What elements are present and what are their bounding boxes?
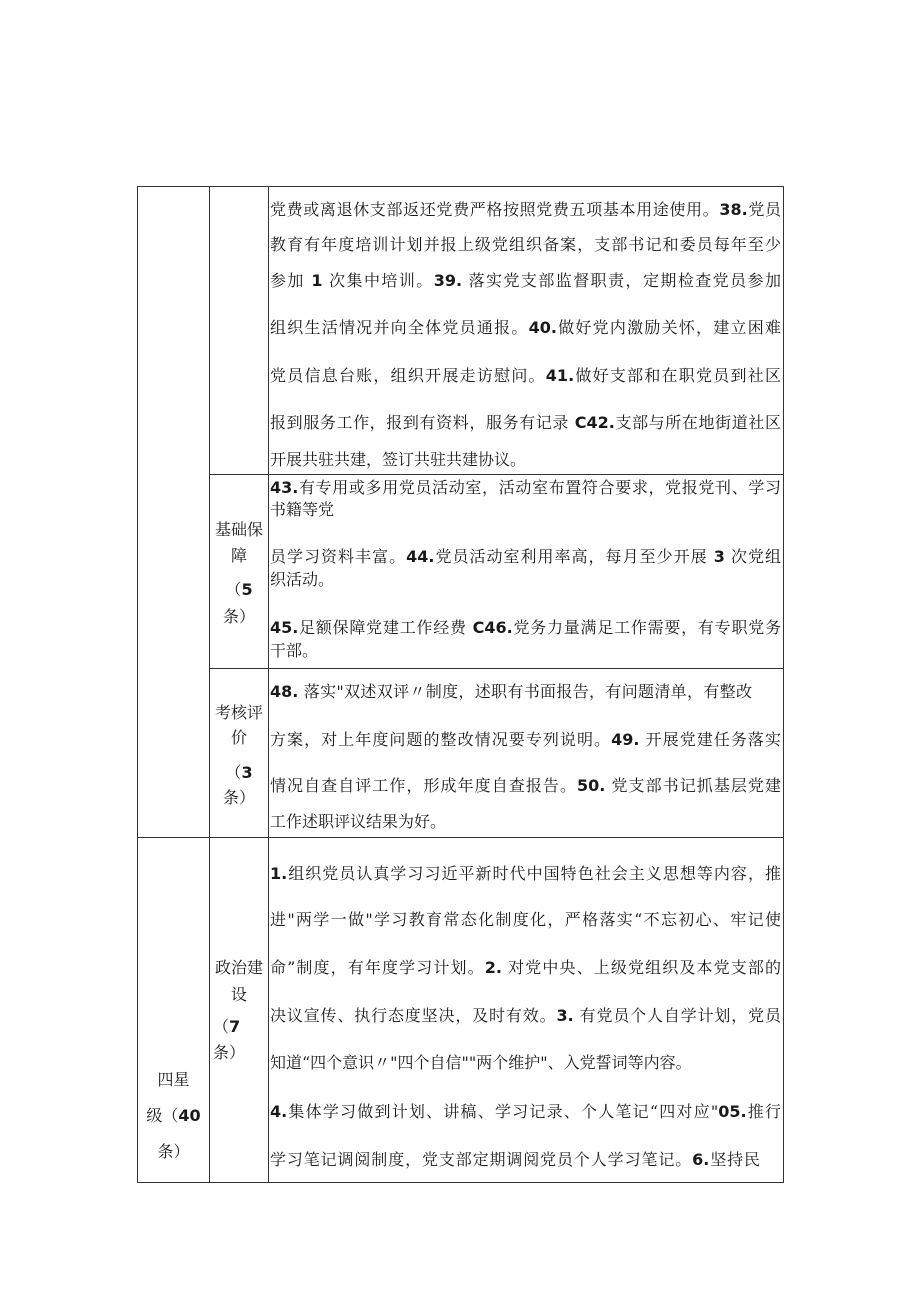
content-line xyxy=(270,641,318,661)
category-label-line xyxy=(210,728,268,748)
content-text: 织活动。 xyxy=(270,570,335,589)
level-label-text: 级（ xyxy=(146,1106,179,1125)
category-label-line xyxy=(210,1043,268,1063)
item-number: 2. xyxy=(484,958,502,977)
item-number: 1. xyxy=(270,864,288,883)
item-number: 45. xyxy=(270,618,299,637)
content-text: 党费或离退休支部返还党费严格按照党费五项基本用途使用。 xyxy=(270,200,720,219)
content-line xyxy=(270,1006,781,1026)
content-text: 书籍等党 xyxy=(270,500,335,519)
level-cell-four-star xyxy=(137,837,210,1183)
category-label-line xyxy=(210,580,268,600)
level-label-text: 四星 xyxy=(157,1070,190,1089)
content-line xyxy=(270,1102,781,1122)
level-cell-previous xyxy=(137,186,210,838)
content-line xyxy=(270,776,781,796)
content-line xyxy=(270,812,446,832)
category-label-line xyxy=(210,958,268,978)
content-text: 集体学习做到计划、讲稿、学习记录、个人笔记“四对应" xyxy=(287,1102,719,1121)
content-text: 报到服务工作，报到有资料，服务有记录 xyxy=(270,413,575,432)
category-label-text: 条） xyxy=(222,607,255,626)
content-text: 党员 xyxy=(747,200,781,219)
content-line xyxy=(270,958,781,978)
category-count: 3 xyxy=(241,763,253,782)
content-text: 工作述职评议结果为好。 xyxy=(270,812,447,831)
content-line xyxy=(270,235,781,255)
content-text: 党支部书记抓基层党建 xyxy=(605,776,781,795)
content-line xyxy=(270,1150,760,1170)
content-cell xyxy=(268,186,784,475)
content-text: 参加 xyxy=(270,271,312,290)
content-cell xyxy=(268,474,784,669)
item-number: 48. xyxy=(270,682,299,701)
content-line xyxy=(270,1053,692,1073)
category-label-line xyxy=(210,607,268,627)
content-line xyxy=(270,200,781,220)
content-text: 决议宣传、执行态度坚决，及时有效。 xyxy=(270,1006,557,1025)
content-text: 做好党内激励关怀，建立困难 xyxy=(556,318,781,337)
content-text: 开展共驻共建，签订共驻共建协议。 xyxy=(270,450,527,469)
content-text: 对党中央、上级党组织及本党支部的 xyxy=(501,958,781,977)
item-number: 05. xyxy=(718,1102,747,1121)
category-label-text: 设 xyxy=(230,985,247,1004)
content-text: 教育有年度培训计划并报上级党组织备案，支部书记和委员每年至少 xyxy=(270,235,781,254)
content-line xyxy=(270,730,781,750)
content-text: 支部与所在地街道社区 xyxy=(614,413,781,432)
content-line xyxy=(270,271,781,291)
content-line xyxy=(270,547,781,567)
category-label-line xyxy=(210,703,268,723)
content-line xyxy=(270,570,334,590)
category-cell-assessment xyxy=(209,668,269,838)
content-line xyxy=(270,500,334,520)
category-count: 7 xyxy=(229,1017,241,1036)
category-label-text: 考核评 xyxy=(214,703,263,722)
content-line xyxy=(270,478,781,498)
content-text: 员学习资料丰富。 xyxy=(270,547,407,566)
content-text: 足额保障党建工作经费 xyxy=(298,618,473,637)
content-text: 干部。 xyxy=(270,641,319,660)
category-label-text: （ xyxy=(225,580,242,599)
content-line xyxy=(270,413,781,433)
content-text: 开展党建任务落实 xyxy=(639,730,781,749)
content-text: 命”制度，有年度学习计划。 xyxy=(270,958,485,977)
category-label-line xyxy=(210,788,268,808)
content-text: 组织生活情况并向全体党员通报。 xyxy=(270,318,529,337)
item-number: C46. xyxy=(472,618,513,637)
category-label-text: 政治建 xyxy=(214,958,263,977)
content-text: 做好支部和在职党员到社区 xyxy=(574,366,781,385)
content-cell xyxy=(268,837,784,1183)
category-label-text: （ xyxy=(225,763,242,782)
content-text: 坚持民 xyxy=(709,1150,760,1169)
level-label-line xyxy=(138,1142,209,1162)
item-number: 44. xyxy=(406,547,435,566)
content-text: 次党组 xyxy=(724,547,781,566)
category-label-text: 价 xyxy=(230,728,247,747)
content-text: 有党员个人自学计划，党员 xyxy=(573,1006,781,1025)
item-number: 6. xyxy=(692,1150,710,1169)
category-label-line xyxy=(210,1017,268,1037)
level-label-line xyxy=(138,1106,209,1126)
content-text: 有专用或多用党员活动室，活动室布置符合要求，党报党刊、学习 xyxy=(298,478,781,497)
category-label-text: 基础保 xyxy=(214,520,263,539)
item-number: 40. xyxy=(528,318,557,337)
content-line xyxy=(270,910,781,930)
category-label-line xyxy=(210,763,268,783)
item-number: C42. xyxy=(574,413,615,432)
category-label-text: 条） xyxy=(222,788,255,807)
category-cell-political xyxy=(209,837,269,1183)
content-text: 推行 xyxy=(746,1102,781,1121)
content-text: 党务力量满足工作需要，有专职党务 xyxy=(512,618,781,637)
content-line xyxy=(270,682,752,702)
item-number: 43. xyxy=(270,478,299,497)
content-text: 进"两学一做"学习教育常态化制度化，严格落实“不忘初心、牢记使 xyxy=(270,910,781,929)
category-label-line xyxy=(210,546,268,566)
content-text: 党员活动室利用率高，每月至少开展 xyxy=(434,547,714,566)
category-label-line xyxy=(210,985,268,1005)
content-line xyxy=(270,318,781,338)
category-label-text: 条） xyxy=(213,1043,246,1062)
content-text: 落实"双述双评〃制度，述职有书面报告，有问题清单，有整改 xyxy=(298,682,752,701)
content-text: 知道“四个意识〃"四个自信""两个维护"、入党誓词等内容。 xyxy=(270,1053,692,1072)
content-number: 3 xyxy=(713,547,725,566)
content-line xyxy=(270,366,781,386)
content-line xyxy=(270,864,781,884)
category-cell-basic-support xyxy=(209,474,269,669)
item-number: 39. xyxy=(433,271,463,290)
level-count: 40 xyxy=(178,1106,201,1125)
content-line xyxy=(270,450,526,470)
content-text: 组织党员认真学习习近平新时代中国特色社会主义思想等内容，推 xyxy=(287,864,781,883)
content-text: 党员信息台账，组织开展走访慰问。 xyxy=(270,366,546,385)
item-number: 50. xyxy=(577,776,606,795)
category-label-text: （ xyxy=(213,1017,230,1036)
content-text: 情况自查自评工作，形成年度自查报告。 xyxy=(270,776,577,795)
item-number: 41. xyxy=(545,366,575,385)
category-cell-empty xyxy=(209,186,269,475)
content-text: 方案，对上年度问题的整改情况要专列说明。 xyxy=(270,730,612,749)
item-number: 3. xyxy=(556,1006,574,1025)
item-number: 1 xyxy=(311,271,323,290)
content-text: 学习笔记调阅制度，党支部定期调阅党员个人学习笔记。 xyxy=(270,1150,693,1169)
content-text: 落实党支部监督职责，定期检查党员参加 xyxy=(462,271,781,290)
category-label-line xyxy=(210,520,268,540)
level-label-text: 条） xyxy=(157,1142,190,1161)
category-label-text: 障 xyxy=(230,546,247,565)
content-text: 次集中培训。 xyxy=(322,271,434,290)
level-label-line xyxy=(138,1070,209,1090)
item-number: 38. xyxy=(719,200,748,219)
item-number: 4. xyxy=(270,1102,288,1121)
content-line xyxy=(270,618,781,638)
item-number: 49. xyxy=(611,730,640,749)
category-count: 5 xyxy=(241,580,253,599)
content-cell xyxy=(268,668,784,838)
